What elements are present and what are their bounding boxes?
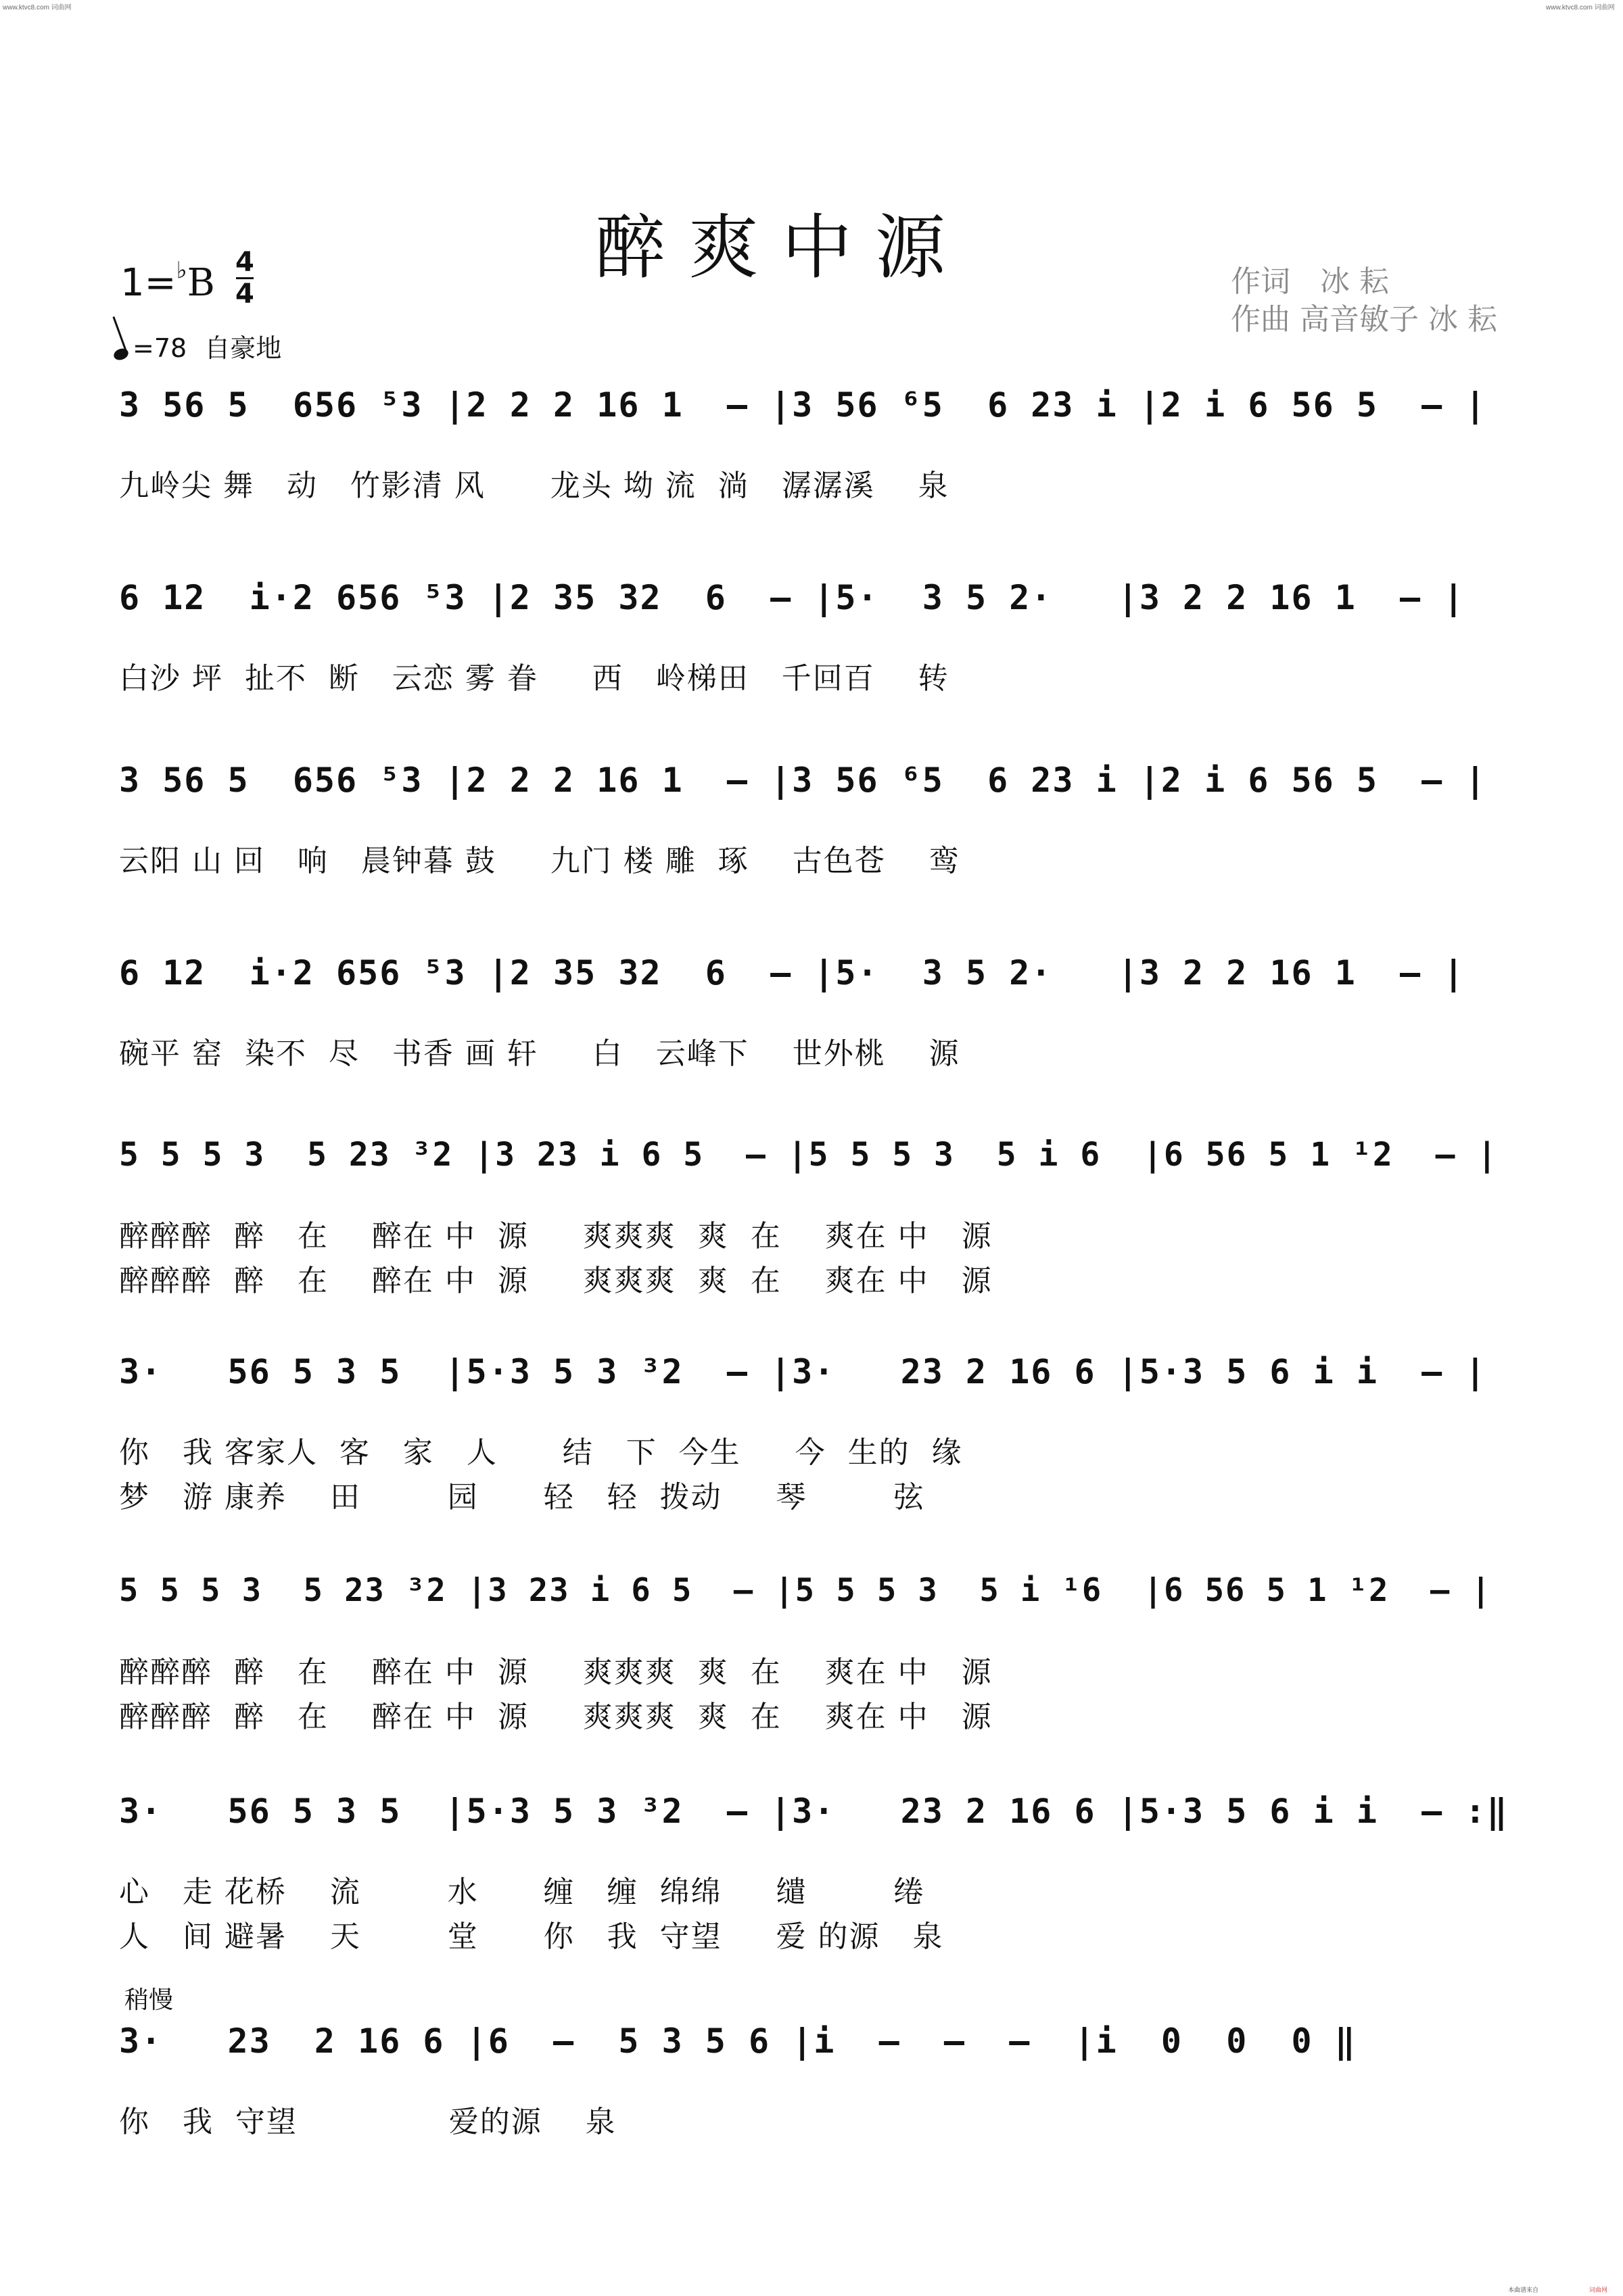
lyric-line: 醉醉醉 醉 在 醉在 中 源 爽爽爽 爽 在 爽在 中 源 [119, 1700, 993, 1734]
key-prefix: 1= [120, 261, 177, 305]
music-row: 6 12 i·2 656 ⁵3 |2 35 32 6 – |5· 3 5 2· |3 2 2 16 1 – | [119, 953, 1465, 992]
lyric-line: 白沙 坪 扯不 断 云恋 雾 眷 西 岭梯田 千回百 转 [119, 661, 949, 696]
music-row: 6 12 i·2 656 ⁵3 |2 35 32 6 – |5· 3 5 2· |3 2 2 16 1 – | [119, 578, 1465, 617]
music-row: 3 56 5 656 ⁵3 |2 2 2 16 1 – |3 56 ⁶5 6 23 i |2 i 6 56 5 – | [119, 761, 1487, 800]
lyric-line: 心 走 花桥 流 水 缠 缠 绵绵 缱 绻 [119, 1875, 925, 1909]
flat-icon: ♭ [176, 257, 187, 284]
lyric-line: 醉醉醉 醉 在 醉在 中 源 爽爽爽 爽 在 爽在 中 源 [119, 1264, 993, 1298]
quarter-note-icon [112, 347, 130, 362]
key-note: B [187, 261, 215, 305]
lyric-line: 碗平 窑 染不 尽 书香 画 轩 白 云峰下 世外桃 源 [119, 1036, 960, 1071]
music-row: 3 56 5 656 ⁵3 |2 2 2 16 1 – |3 56 ⁶5 6 23 i |2 i 6 56 5 – | [119, 385, 1487, 425]
watermark-right: www.ktvc8.com 词曲网 [1546, 4, 1615, 11]
lyric-line: 云阳 山 回 响 晨钟暮 鼓 九门 楼 雕 琢 古色苍 鸾 [119, 844, 960, 878]
lyric-line: 醉醉醉 醉 在 醉在 中 源 爽爽爽 爽 在 爽在 中 源 [119, 1655, 993, 1690]
lyricist-credit: 作词 冰 耘 [1231, 264, 1389, 299]
key-signature [120, 257, 215, 305]
lyric-line: 你 我 客家人 客 家 人 结 下 今生 今 生的 缘 [119, 1435, 963, 1470]
music-row: 3· 56 5 3 5 |5·3 5 3 ³2 – |3· 23 2 16 6 |5·3 5 6 i i – | [119, 1352, 1487, 1391]
music-row: 3· 23 2 16 6 |6 – 5 3 5 6 |i – – – |i 0 0 0 ‖ [119, 2022, 1357, 2061]
lyric-line: 人 间 避暑 天 堂 你 我 守望 爱 的源 泉 [119, 1919, 944, 1954]
lyric-line: 醉醉醉 醉 在 醉在 中 源 爽爽爽 爽 在 爽在 中 源 [119, 1219, 993, 1253]
lyric-line: 梦 游 康养 田 园 轻 轻 拨动 琴 弦 [119, 1480, 925, 1514]
tempo-style: 自豪地 [204, 333, 282, 363]
footer-left: 本曲谱来自 [1508, 2287, 1539, 2294]
expression-mark: 稍慢 [124, 1986, 174, 2014]
music-row: 5 5 5 3 5 23 ³2 |3 23 i 6 5 – |5 5 5 3 5 i 6 |6 56 5 1 ¹2 – | [119, 1136, 1499, 1174]
lyric-line: 你 我 守望 爱的源 泉 [119, 2105, 617, 2139]
tempo-marking [114, 327, 281, 364]
tempo-value: =78 [133, 333, 187, 363]
meter-bottom: 4 [235, 279, 254, 310]
score-title: 醉爽中源 [595, 206, 969, 289]
lyric-line: 九岭尖 舞 动 竹影清 风 龙头 坳 流 淌 潺潺溪 泉 [119, 469, 949, 503]
composer-credit: 作曲 高音敏子 冰 耘 [1231, 302, 1497, 337]
meter-top: 4 [235, 247, 254, 278]
music-row: 3· 56 5 3 5 |5·3 5 3 ³2 – |3· 23 2 16 6 |5·3 5 6 i i – :‖ [119, 1792, 1509, 1831]
time-signature [235, 247, 254, 309]
footer-right: 词曲网 [1589, 2287, 1608, 2294]
music-row: 5 5 5 3 5 23 ³2 |3 23 i 6 5 – |5 5 5 3 5 i ¹6 |6 56 5 1 ¹2 – | [119, 1572, 1492, 1609]
watermark-left: www.ktvc8.com 词曲网 [3, 4, 72, 11]
